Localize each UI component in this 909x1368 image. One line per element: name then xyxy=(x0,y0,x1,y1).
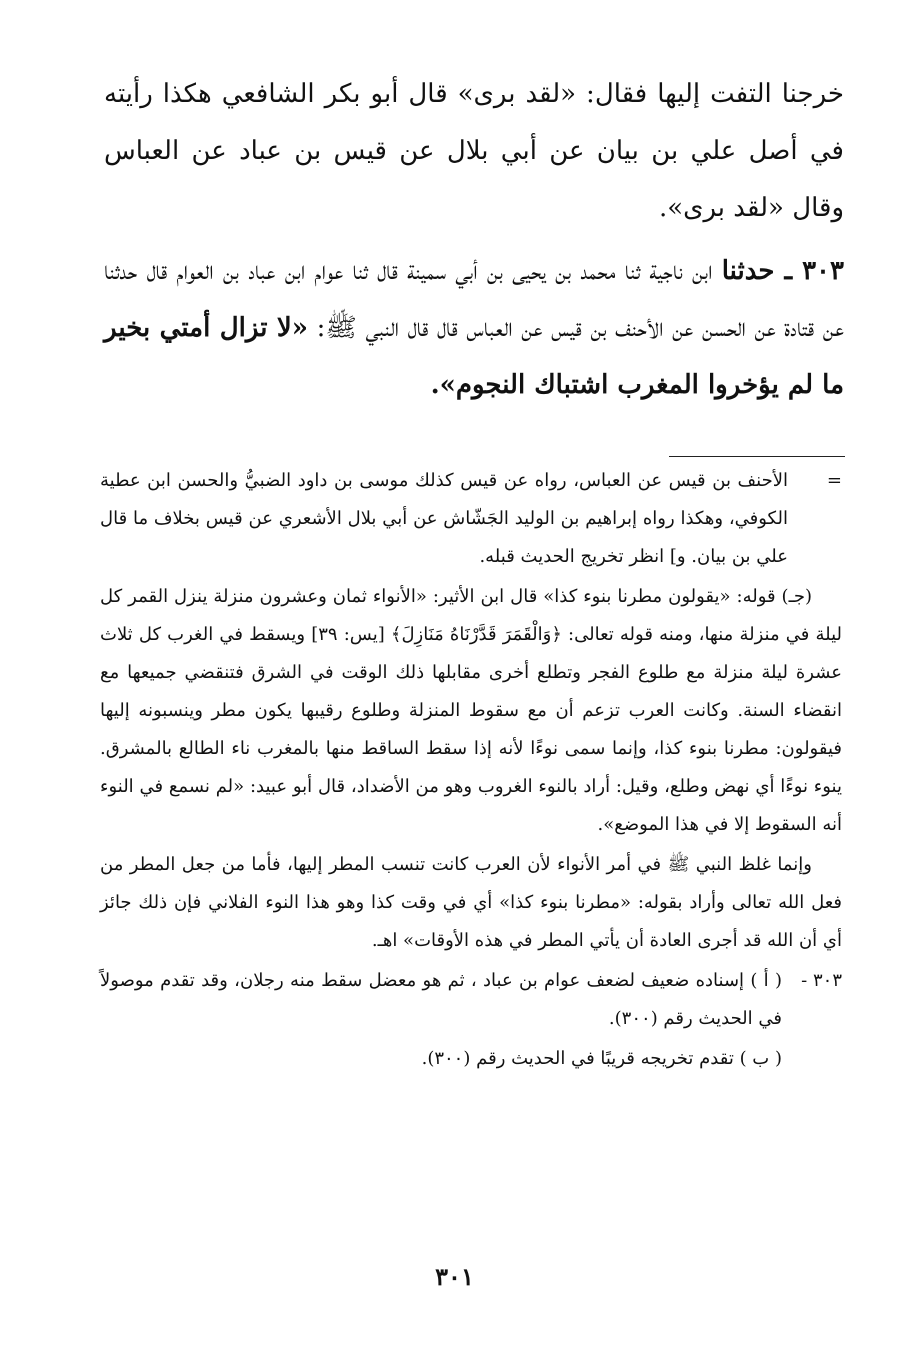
hadith-text: «لا تزال أمتي بخير ما لم يؤخروا المغرب اشتباك النجوم». xyxy=(104,313,844,400)
footnote-continuation xyxy=(100,462,842,576)
main-text xyxy=(104,66,844,414)
footnote-303 xyxy=(100,962,842,1038)
hadith-303 xyxy=(104,243,844,414)
footnote-303-b-text: ( ب ) تقدم تخريجه قريبًا في الحديث رقم (٣٠٠). xyxy=(421,1048,782,1069)
hadith-chain: ابن ناجية ثنا محمد بن يحيى بن أبي سمينة قال ثنا عوام ابن عباد بن العوام قال حدثنا عن قتادة عن الحسن عن الأحنف بن قيس عن العباس قال قال النبي ﷺ: xyxy=(104,256,845,343)
paragraph-continuation xyxy=(104,66,844,237)
paragraph-text: خرجنا التفت إليها فقال: «لقد برى» قال أبو بكر الشافعي هكذا رأيته في أصل علي بن بيان عن أبي بلال عن قيس بن عباد عن العباس وقال «لقد برى». xyxy=(104,79,844,223)
footnote-303-a: ( أ ) إسناده ضعيف لضعف عوام بن عباد ، ثم هو معضل سقط منه رجلان، وقد تقدم موصولاً في الحديث رقم (٣٠٠). xyxy=(100,970,782,1029)
footnote-divider xyxy=(669,456,845,457)
hadith-number: ٣٠٣ ـ حدثنا xyxy=(721,256,844,286)
continuation-marker: = xyxy=(826,470,842,491)
footnote-continuation-text: الأحنف بن قيس عن العباس، رواه عن قيس كذلك موسى بن داود الضبيُّ والحسن ابن عطية الكوفي، وهكذا رواه إبراهيم بن الوليد الجَشّاش عن أبي بلال الأشعري عن قيس بخلاف ما قال علي بن بيان. و] انظر تخريج الحديث قبله. xyxy=(100,470,788,567)
footnote-303-b xyxy=(100,1040,842,1078)
page-number: ٣٠١ xyxy=(435,1262,474,1291)
footnote-commentary-text: وإنما غلظ النبي ﷺ في أمر الأنواء لأن العرب كانت تنسب المطر إليها، فأما من جعل المطر من فعل الله تعالى وأراد بقوله: «مطرنا بنوء كذا» أي في وقت كذا وهو هذا النوء الفلاني فإن ذلك جائز أي أن الله قد أجرى العادة أن يأتي المطر في هذه الأوقات» اهـ. xyxy=(100,854,842,951)
footnote-commentary xyxy=(100,846,842,960)
footnotes xyxy=(100,462,842,1080)
footnote-jim xyxy=(100,578,842,844)
footnote-303-label: ٣٠٣ - xyxy=(801,970,842,991)
footnote-jim-text: (جـ) قوله: «يقولون مطرنا بنوء كذا» قال ابن الأثير: «الأنواء ثمان وعشرون منزلة ينزل القمر كل ليلة في منزلة منها، ومنه قوله تعالى: ﴿وَالْقَمَرَ قَدَّرْنَاهُ مَنَازِلَ﴾ [يس: ٣٩] ويسقط في الغرب كل ثلاث عشرة ليلة منزلة مع طلوع الفجر وتطلع أخرى مقابلها ذلك الوقت في الشرق فتنقضي جميعها مع انقضاء السنة. وكانت العرب تزعم أن مع سقوط المنزلة وطلوع رقيبها يكون مطر وينسبونه إليها فيقولون: مطرنا بنوء كذا، وإنما سمى نوءًا لأنه إذا سقط الساقط منها بالمغرب ناء الطالع بالمشرق. ينوء نوءًا أي نهض وطلع، وقيل: أراد بالنوء الغروب وهو من الأضداد، قال أبو عبيد: «لم نسمع في النوء أنه السقوط إلا في هذا الموضع». xyxy=(100,586,842,835)
